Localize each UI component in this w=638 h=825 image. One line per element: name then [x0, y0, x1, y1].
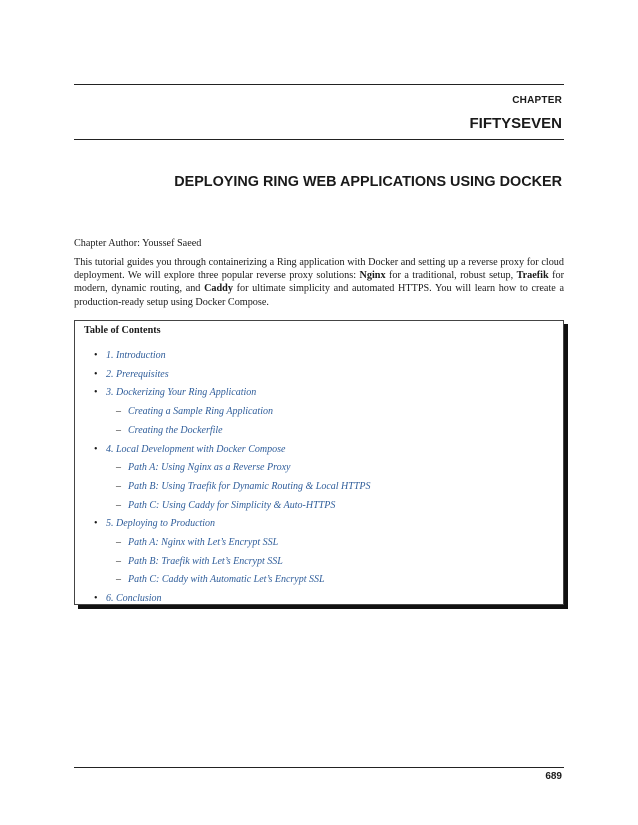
intro-text-3: for modern, dynamic routing, and	[74, 270, 564, 295]
intro-paragraph	[74, 256, 564, 309]
intro-caddy: Caddy	[204, 283, 233, 295]
toc-subitem[interactable]	[116, 425, 223, 436]
dash-icon: –	[116, 499, 121, 511]
toc-link[interactable]: Path C: Using Caddy for Simplicity & Auto-HTTPS	[128, 499, 336, 511]
toc-link[interactable]: Path B: Traefik with Let’s Encrypt SSL	[128, 555, 283, 567]
toc-item[interactable]	[94, 444, 285, 455]
bullet-icon: •	[94, 518, 98, 530]
chapter-number: FIFTYSEVEN	[469, 115, 562, 132]
toc-subitem[interactable]	[116, 537, 278, 548]
intro-nginx: Nginx	[359, 270, 386, 282]
toc-link[interactable]: Creating a Sample Ring Application	[128, 406, 273, 418]
footer-rule	[74, 767, 564, 768]
bullet-icon: •	[94, 593, 98, 605]
toc-subitem[interactable]	[116, 462, 290, 473]
chapter-title: DEPLOYING RING WEB APPLICATIONS USING DOCKER	[174, 174, 562, 190]
toc-link[interactable]: 6. Conclusion	[106, 593, 162, 605]
intro-text-1: This tutorial guides you through containerizing a Ring application with Docker and setting up a reverse proxy for cloud deployment. We will explore three popular reverse proxy solutions:	[74, 257, 564, 282]
toc-subitem[interactable]	[116, 406, 273, 417]
bullet-icon: •	[94, 443, 98, 455]
toc-subitem[interactable]	[116, 500, 335, 511]
toc-link[interactable]: Path C: Caddy with Automatic Let’s Encrypt SSL	[128, 574, 325, 586]
toc-item[interactable]	[94, 387, 256, 398]
intro-text-2: for a traditional, robust setup,	[385, 270, 517, 282]
toc-link[interactable]: Path A: Using Nginx as a Reverse Proxy	[128, 462, 291, 474]
chapter-label: CHAPTER	[512, 95, 562, 106]
dash-icon: –	[116, 574, 121, 586]
toc-item[interactable]	[94, 518, 215, 529]
toc-link[interactable]: 1. Introduction	[106, 350, 166, 361]
toc-item[interactable]	[94, 593, 162, 604]
toc-subitem[interactable]	[116, 574, 325, 585]
bullet-icon: •	[94, 350, 98, 361]
toc-link[interactable]: 2. Prerequisites	[106, 368, 169, 380]
intro-text-4: for ultimate simplicity and automated HTTPS. You will learn how to create a production-ready setup using Docker Compose.	[74, 283, 564, 308]
bullet-icon: •	[94, 368, 98, 380]
toc-link[interactable]: 5. Deploying to Production	[106, 518, 216, 530]
toc-subitem[interactable]	[116, 481, 371, 492]
toc-link[interactable]: Path A: Nginx with Let’s Encrypt SSL	[128, 537, 279, 548]
dash-icon: –	[116, 555, 121, 567]
toc-item[interactable]	[94, 350, 166, 361]
author-line: Chapter Author: Youssef Saeed	[74, 238, 202, 249]
page-number: 689	[545, 771, 562, 782]
toc-link[interactable]: Creating the Dockerfile	[128, 424, 223, 436]
dash-icon: –	[116, 480, 121, 492]
toc-link[interactable]: 3. Dockerizing Your Ring Application	[106, 387, 257, 399]
dash-icon: –	[116, 406, 121, 418]
top-rule	[74, 84, 564, 85]
dash-icon: –	[116, 424, 121, 436]
toc-title: Table of Contents	[84, 325, 161, 336]
bullet-icon: •	[94, 387, 98, 399]
dash-icon: –	[116, 537, 121, 548]
dash-icon: –	[116, 462, 121, 474]
toc-item[interactable]	[94, 369, 169, 380]
toc-link[interactable]: 4. Local Development with Docker Compose	[106, 443, 286, 455]
intro-traefik: Traefik	[516, 270, 549, 282]
chapter-rule	[74, 139, 564, 140]
table-of-contents	[74, 320, 564, 605]
toc-subitem[interactable]	[116, 556, 283, 567]
toc-link[interactable]: Path B: Using Traefik for Dynamic Routing & Local HTTPS	[128, 480, 371, 492]
